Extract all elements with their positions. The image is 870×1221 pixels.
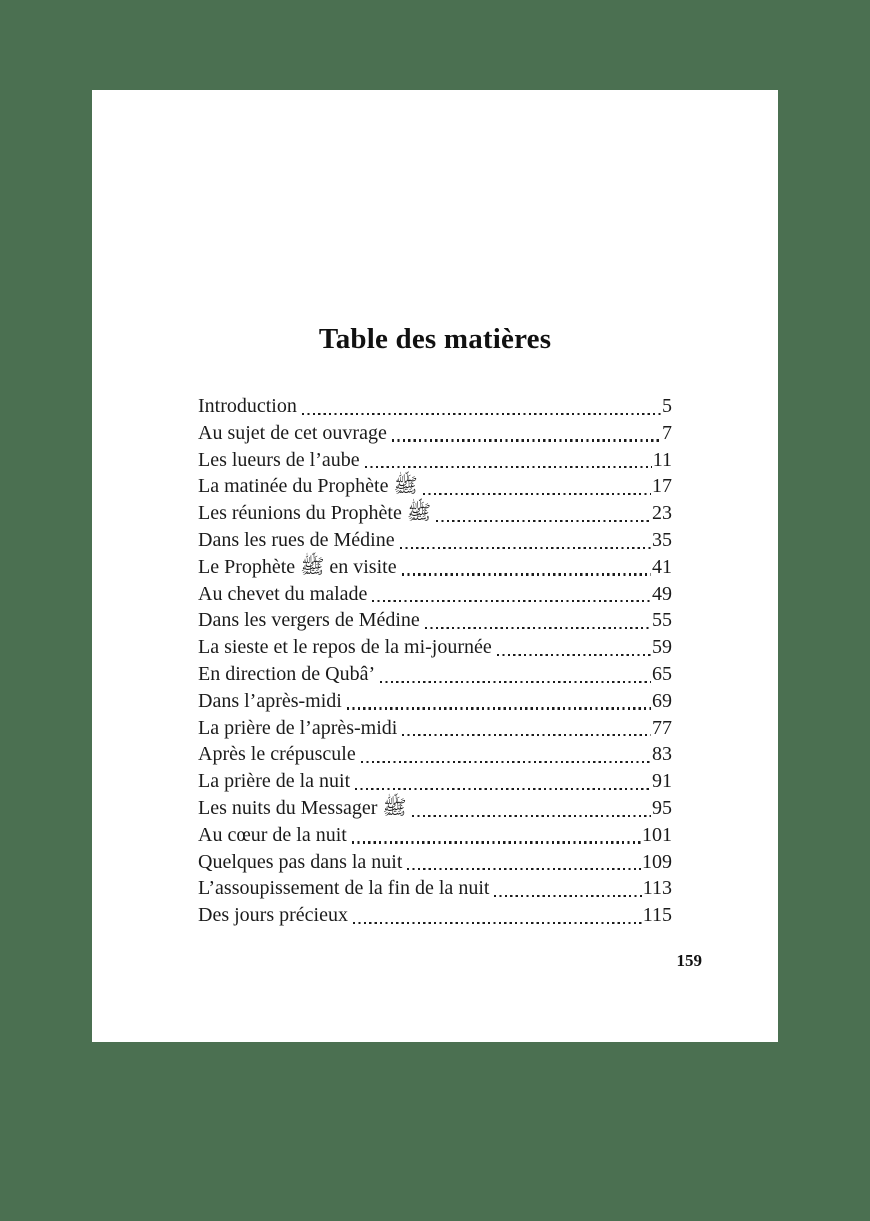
toc-entry-label: Dans l’après-midi: [198, 689, 342, 712]
toc-entry-page: 55: [652, 609, 672, 632]
toc-entry-page: 41: [652, 555, 672, 578]
toc-entry: [198, 875, 672, 902]
dot-leader: [423, 493, 651, 495]
dot-leader: [372, 600, 651, 602]
toc-entry-page: 95: [652, 796, 672, 819]
toc-entry-page: 101: [642, 823, 672, 846]
toc-entry: [198, 849, 672, 876]
toc-entry-label: En direction de Qubâ’: [198, 662, 376, 685]
toc-entry-label: Introduction: [198, 395, 297, 417]
dot-leader: [302, 413, 661, 415]
toc-list: [92, 393, 778, 929]
toc-entry: [198, 634, 672, 661]
dot-leader: [425, 627, 651, 629]
toc-entry-page: 65: [652, 662, 672, 685]
toc-entry: [198, 715, 672, 742]
toc-entry-page: 49: [652, 582, 672, 605]
toc-entry-page: 17: [652, 475, 672, 498]
toc-entry-page: 7: [662, 421, 672, 444]
toc-entry-label: Le Prophète ﷺ en visite: [198, 555, 397, 578]
toc-entry-label: Au sujet de cet ouvrage: [198, 421, 387, 444]
toc-entry-label: L’assoupissement de la fin de la nuit: [198, 877, 490, 900]
toc-entry: [198, 741, 672, 768]
dot-leader: [436, 520, 651, 522]
toc-entry-label: Dans les vergers de Médine: [198, 609, 420, 632]
toc-entry-page: 69: [652, 689, 672, 712]
toc-entry: [198, 447, 672, 474]
dot-leader: [392, 439, 661, 441]
toc-entry: [198, 554, 672, 581]
toc-entry-label: La matinée du Prophète ﷺ: [198, 475, 418, 498]
folio-page-number: 159: [676, 950, 702, 970]
toc-entry: [198, 768, 672, 795]
toc-entry: [198, 581, 672, 608]
toc-entry-page: 109: [642, 850, 672, 873]
dot-leader: [402, 734, 651, 736]
dot-leader: [400, 547, 651, 549]
toc-entry-label: Les lueurs de l’aube: [198, 448, 360, 471]
toc-entry-label: La prière de l’après-midi: [198, 716, 398, 739]
dot-leader: [352, 841, 641, 843]
toc-entry-page: 5: [662, 395, 672, 417]
toc-entry: [198, 420, 672, 447]
toc-entry-page: 59: [652, 636, 672, 659]
toc-entry-label: Au chevet du malade: [198, 582, 368, 605]
dot-leader: [494, 895, 641, 897]
toc-entry-page: 11: [652, 448, 672, 471]
dot-leader: [355, 788, 651, 790]
toc-entry-label: Quelques pas dans la nuit: [198, 850, 403, 873]
toc-entry: [198, 822, 672, 849]
toc-entry-page: 113: [642, 877, 672, 900]
toc-entry-page: 35: [652, 528, 672, 551]
page-title: Table des matières: [318, 323, 552, 355]
toc-entry-page: 77: [652, 716, 672, 739]
dot-leader: [347, 707, 651, 709]
toc-entry: [198, 688, 672, 715]
toc-entry-label: La sieste et le repos de la mi-journée: [198, 636, 492, 659]
toc-entry-label: Au cœur de la nuit: [198, 823, 347, 846]
toc-entry-label: Des jours précieux: [198, 904, 348, 927]
toc-entry: [198, 500, 672, 527]
dot-leader: [497, 654, 651, 656]
dot-leader: [380, 681, 651, 683]
toc-entry-page: 83: [652, 743, 672, 766]
toc-entry: [198, 607, 672, 634]
book-page: [92, 90, 778, 1042]
dot-leader: [412, 815, 651, 817]
toc-entry-label: Les réunions du Prophète ﷺ: [198, 502, 432, 525]
toc-entry-label: La prière de la nuit: [198, 770, 351, 793]
dot-leader: [365, 466, 652, 468]
toc-entry: [198, 902, 672, 929]
toc-entry-page: 91: [652, 770, 672, 793]
dot-leader: [361, 761, 651, 763]
toc-entry: [198, 527, 672, 554]
dot-leader: [407, 868, 641, 870]
dot-leader: [353, 922, 642, 924]
toc-entry: [198, 393, 672, 420]
toc-entry: [198, 795, 672, 822]
toc-entry-label: Les nuits du Messager ﷺ: [198, 796, 407, 819]
toc-entry-label: Après le crépuscule: [198, 743, 356, 766]
toc-entry-page: 115: [642, 904, 672, 927]
toc-entry: [198, 661, 672, 688]
toc-entry-page: 23: [652, 502, 672, 525]
toc-entry-label: Dans les rues de Médine: [198, 528, 395, 551]
toc-entry: [198, 473, 672, 500]
dot-leader: [402, 573, 651, 575]
